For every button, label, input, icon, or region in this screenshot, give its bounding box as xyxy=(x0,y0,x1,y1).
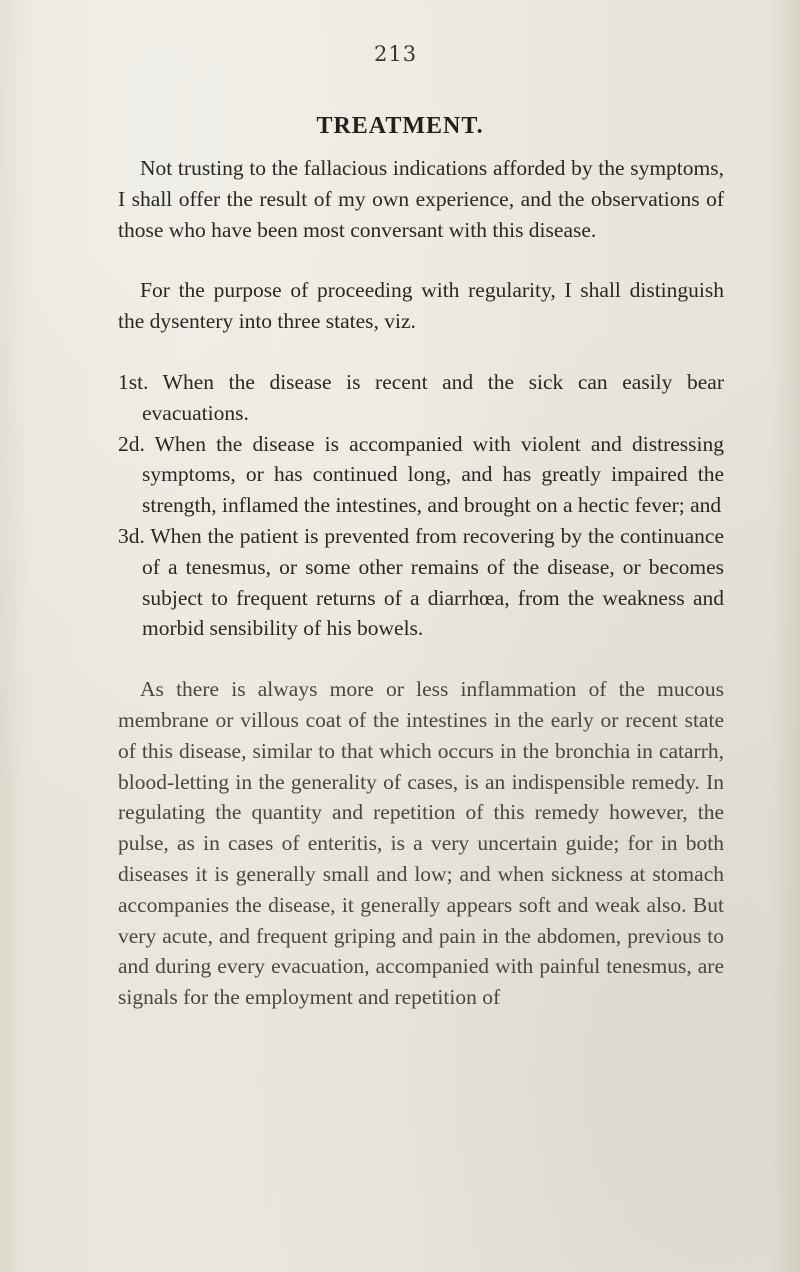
list-item-text: When the patient is prevented from recovering by the continuance of a tenesmus, or some other remains of the disease, or becomes subject to frequent returns of a diarrhœa, from the weakness and morbid sensibility of his bowels. xyxy=(142,523,724,641)
list-item-text: When the disease is accompanied with violent and distressing symptoms, or has continued long, and has greatly impaired the strength, inflamed the intestines, and brought on a hectic fever; and xyxy=(142,431,725,518)
list-item-text: When the disease is recent and the sick can easily bear evacuations. xyxy=(142,369,724,425)
list-item-number: 3d. xyxy=(118,523,145,548)
list-item xyxy=(118,521,724,644)
states-list xyxy=(118,367,724,644)
page-body xyxy=(118,153,724,1013)
states-paragraph: For the purpose of proceeding with regularity, I shall distinguish the dysentery into three states, viz. xyxy=(118,278,724,334)
page-number: 213 xyxy=(374,42,418,66)
section-heading: TREATMENT. xyxy=(316,113,484,139)
list-item xyxy=(118,429,724,521)
list-item-number: 1st. xyxy=(118,369,149,394)
closing-paragraph: As there is always more or less inflammation of the mucous membrane or villous coat of the intestines in the early or recent state of this disease, similar to that which occurs in the bronchia in catarrh, blood-letting in the generality of cases, is an indispensible remedy. In regulating the quantity and repetition of this remedy however, the pulse, as in cases of enteritis, is a very uncertain guide; for in both diseases it is generally small and low; and when sickness at stomach accompanies the disease, it generally appears soft and weak also. But very acute, and frequent griping and pain in the abdomen, previous to and during every evacuation, accompanied with painful tenesmus, are signals for the employment and repetition of xyxy=(118,677,724,1010)
list-item xyxy=(118,367,724,429)
intro-paragraph: Not trusting to the fallacious indications afforded by the symptoms, I shall offer the result of my own experience, and the observations of those who have been most conversant with this disease. xyxy=(118,156,724,242)
list-item-number: 2d. xyxy=(118,431,145,456)
